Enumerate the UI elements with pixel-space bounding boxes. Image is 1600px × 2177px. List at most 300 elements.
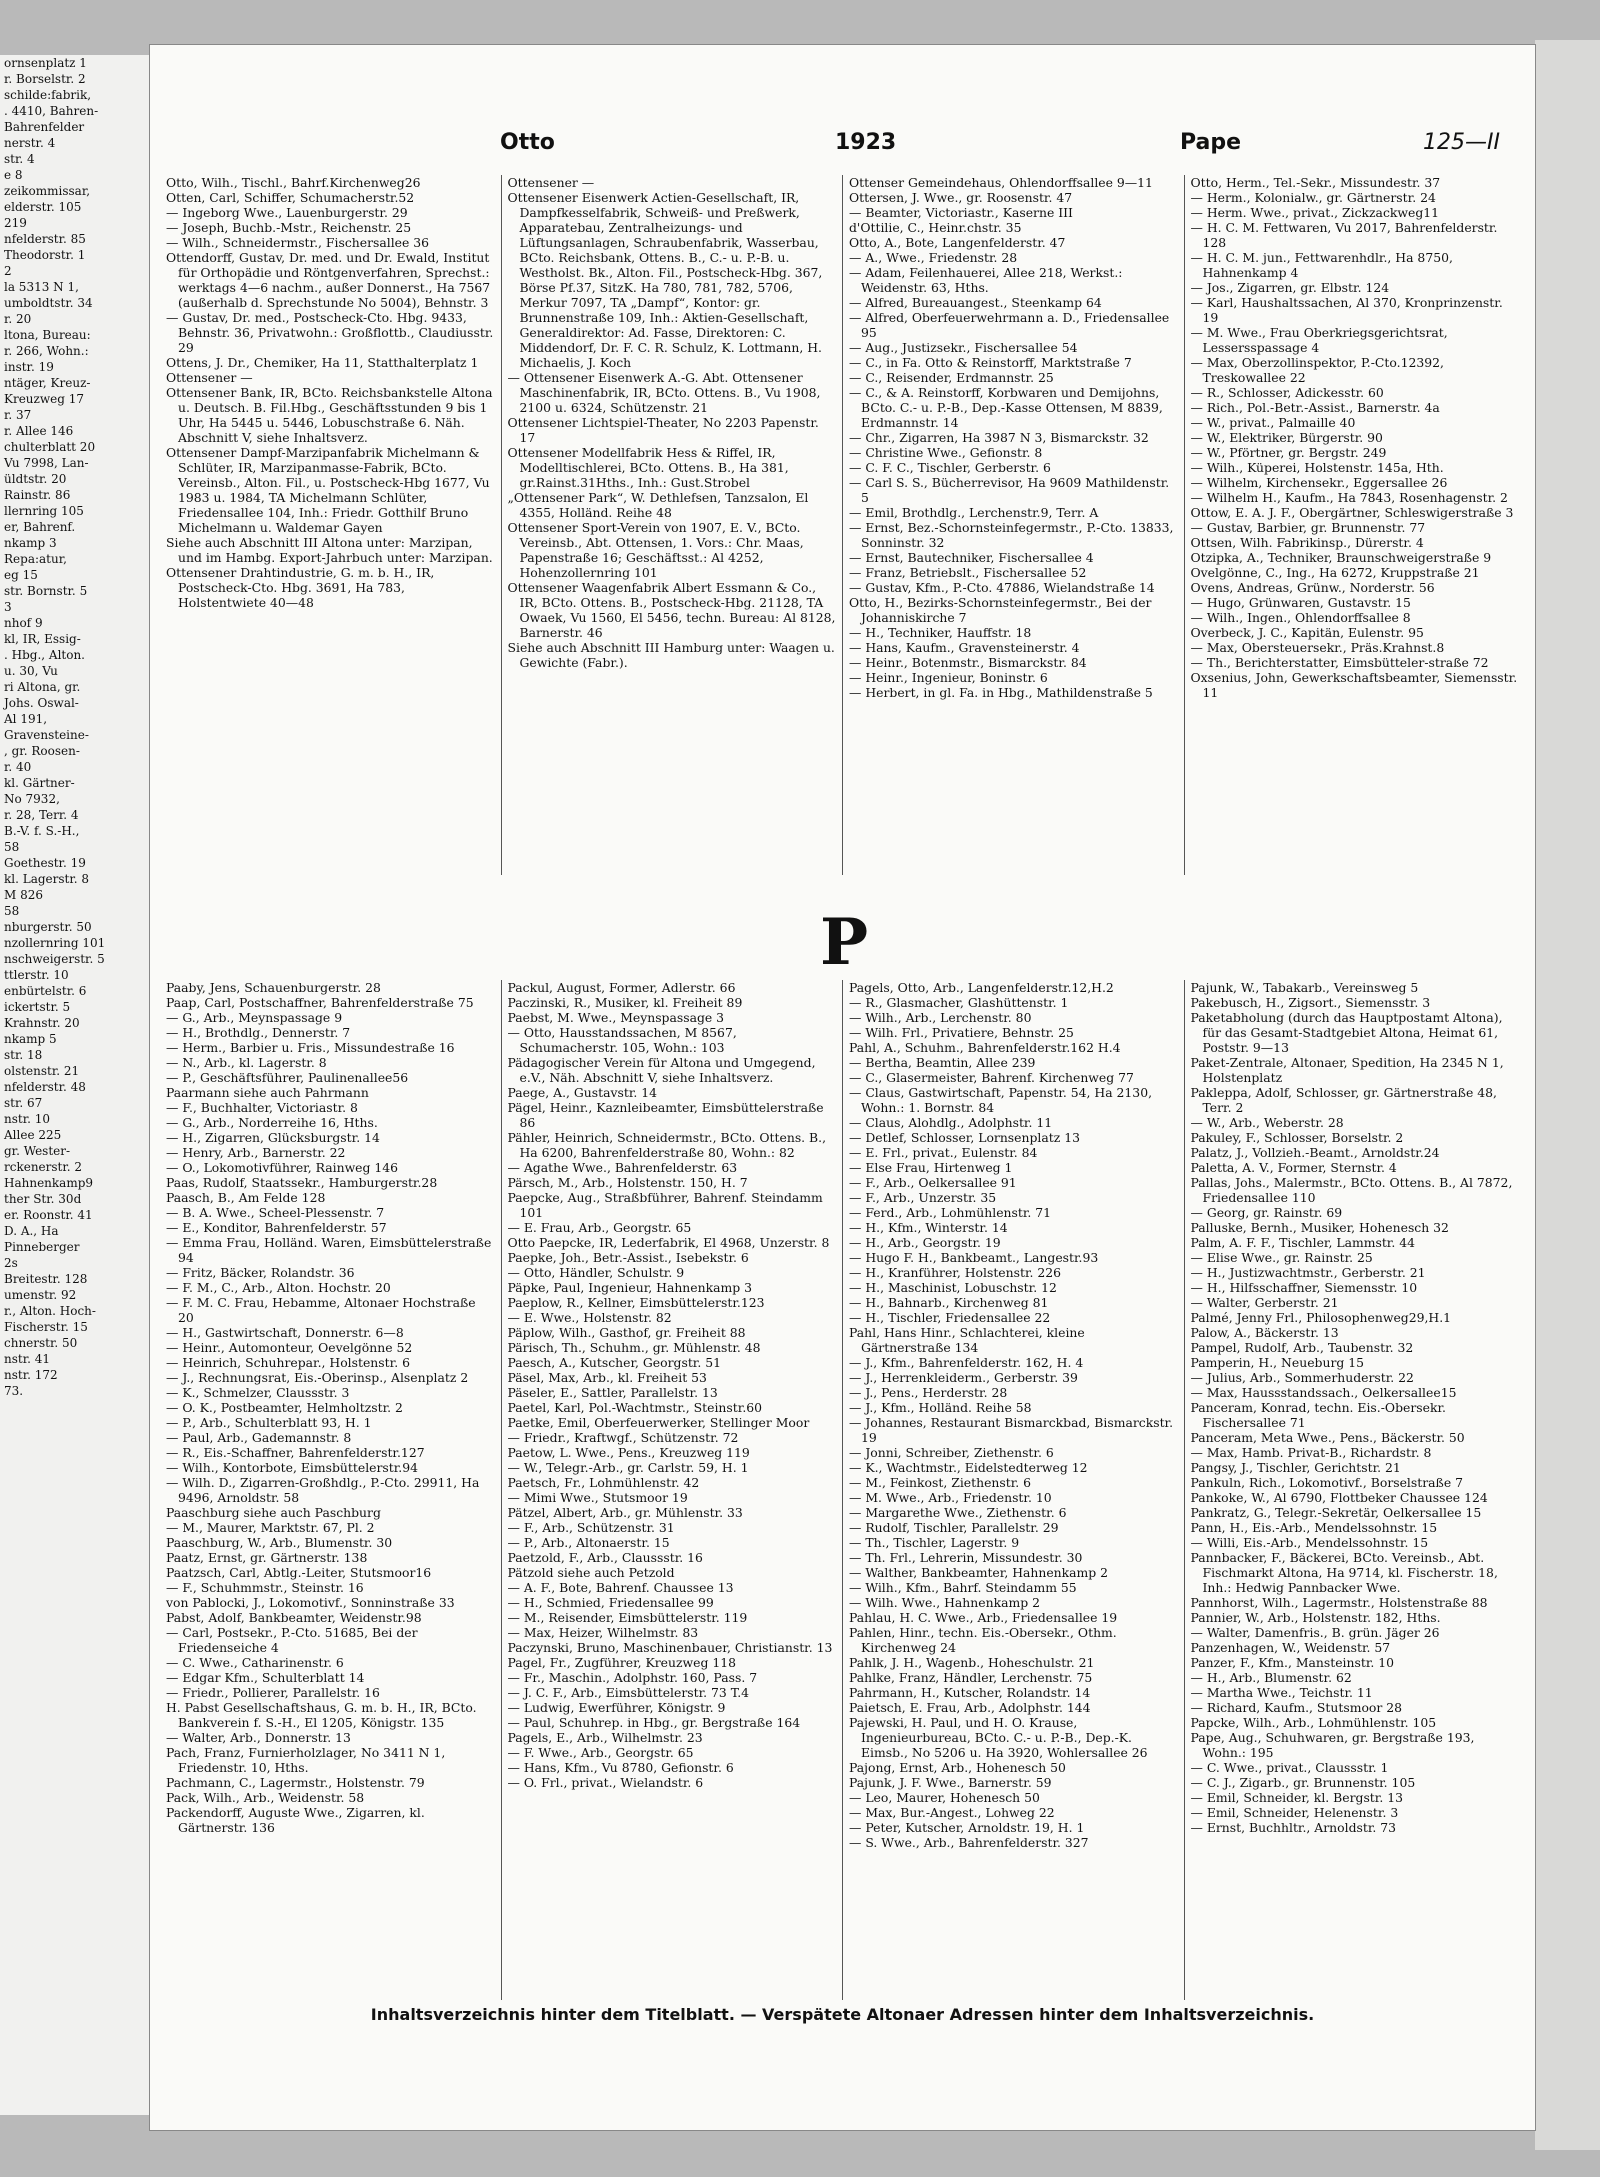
directory-entry: Pape, Aug., Schuhwaren, gr. Bergstraße 193, Wohn.: 195 [1190,1730,1475,1760]
directory-entry: Otto, Wilh., Tischl., Bahrf.Kirchenweg26 [166,175,421,190]
directory-entry: — Otto, Hausstandssachen, M 8567, Schumacherstr. 105, Wohn.: 103 [507,1025,737,1055]
directory-entry: Ottersen, J. Wwe., gr. Roosenstr. 47 [849,190,1073,205]
directory-entry: Paeplow, R., Kellner, Eimsbüttelerstr.123 [507,1295,765,1310]
directory-entry: Paepke, Joh., Betr.-Assist., Isebekstr. 6 [507,1250,749,1265]
directory-entry: — Willi, Eis.-Arb., Mendelssohnstr. 15 [1190,1535,1429,1550]
directory-entry: — N., Arb., kl. Lagerstr. 8 [166,1055,327,1070]
directory-entry: — Th., Tischler, Lagerstr. 9 [849,1535,1020,1550]
directory-entry: — Walther, Bankbeamter, Hahnenkamp 2 [849,1565,1109,1580]
directory-entry: Pagels, Otto, Arb., Langenfelderstr.12,H.2 [849,980,1114,995]
directory-entry: — Jos., Zigarren, gr. Elbstr. 124 [1190,280,1390,295]
edge-line: Allee 225 [4,1128,62,1142]
edge-line: r. 28, Terr. 4 [4,808,79,822]
edge-line: er. Roonstr. 41 [4,1208,93,1222]
directory-entry: Paczynski, Bruno, Maschinenbauer, Christianstr. 13 [507,1640,833,1655]
directory-entry: — H., Arb., Georgstr. 19 [849,1235,1001,1250]
directory-entry: — Walter, Gerberstr. 21 [1190,1295,1339,1310]
directory-entry: — H., Gastwirtschaft, Donnerstr. 6—8 [166,1325,404,1340]
directory-entry: Ottensener Sport-Verein von 1907, E. V., BCto. Vereinsb., Abt. Ottensen, 1. Vors.: Chr. Maas, Papenstraße 16; Geschäftsst.: Al 4252, Hohenzollernring 101 [507,520,804,580]
directory-entry: Paaschburg, W., Arb., Blumenstr. 30 [166,1535,393,1550]
directory-entry: — Wilhelm, Kirchensekr., Eggersallee 26 [1190,475,1448,490]
edge-line: str. 4 [4,152,35,166]
directory-entry: — Ingeborg Wwe., Lauenburgerstr. 29 [166,205,408,220]
directory-entry: — W., Pförtner, gr. Bergstr. 249 [1190,445,1387,460]
directory-entry: — Johannes, Restaurant Bismarckbad, Bismarckstr. 19 [849,1415,1174,1445]
edge-line: gr. Wester- [4,1144,71,1158]
edge-line: Theodorstr. 1 [4,248,86,262]
directory-entry: Ottens, J. Dr., Chemiker, Ha 11, Statthalterplatz 1 [166,355,479,370]
directory-entry: — Henry, Arb., Barnerstr. 22 [166,1145,346,1160]
directory-entry: — E. Frau, Arb., Georgstr. 65 [507,1220,692,1235]
directory-entry: Pankuln, Rich., Lokomotivf., Borselstraße 7 [1190,1475,1463,1490]
directory-entry: Pamperin, H., Neueburg 15 [1190,1355,1365,1370]
edge-line: . 4410, Bahren- [4,104,99,118]
edge-line: nfelderstr. 48 [4,1080,86,1094]
directory-entry: Paetel, Karl, Pol.-Wachtmstr., Steinstr.60 [507,1400,763,1415]
directory-entry: — Hugo F. H., Bankbeamt., Langestr.93 [849,1250,1099,1265]
directory-entry: — Bertha, Beamtin, Allee 239 [849,1055,1036,1070]
directory-entry: Pangsy, J., Tischler, Gerichtstr. 21 [1190,1460,1401,1475]
header-year: 1923 [835,130,897,155]
directory-entry: Paatzsch, Carl, Abtlg.-Leiter, Stutsmoor16 [166,1565,432,1580]
directory-entry: — Herm., Barbier u. Fris., Missundestraße 16 [166,1040,455,1055]
directory-entry: „Ottensener Park“, W. Dethlefsen, Tanzsalon, El 4355, Holländ. Reihe 48 [507,490,809,520]
directory-entry: Packul, August, Former, Adlerstr. 66 [507,980,736,995]
directory-entry: — J. C. F., Arb., Eimsbüttelerstr. 73 T.4 [507,1685,750,1700]
directory-entry: — Julius, Arb., Sommerhuderstr. 22 [1190,1370,1414,1385]
directory-entry: Packendorff, Auguste Wwe., Zigarren, kl. Gärtnerstr. 136 [166,1805,425,1835]
directory-entry: Otto Paepcke, IR, Lederfabrik, El 4968, Unzerstr. 8 [507,1235,830,1250]
edge-line: ltona, Bureau: [4,328,91,342]
directory-entry: — E. Wwe., Holstenstr. 82 [507,1310,672,1325]
directory-entry: — Ferd., Arb., Lohmühlenstr. 71 [849,1205,1052,1220]
directory-entry: — M., Maurer, Marktstr. 67, Pl. 2 [166,1520,375,1535]
directory-entry: Paebst, M. Wwe., Meynspassage 3 [507,1010,725,1025]
directory-entry: Paaschburg siehe auch Paschburg [166,1505,381,1520]
directory-entry: Ottensener — [166,370,253,385]
directory-entry: — Wilh. Frl., Privatiere, Behnstr. 25 [849,1025,1074,1040]
directory-entry: Pabst, Adolf, Bankbeamter, Weidenstr.98 [166,1610,422,1625]
footer-note: Inhaltsverzeichnis hinter dem Titelblatt. — Verspätete Altonaer Adressen hinter dem Inhaltsverzeichnis. [370,2005,1315,2024]
directory-entry: — Mimi Wwe., Stutsmoor 19 [507,1490,688,1505]
directory-entry: — H., Brothdlg., Dennerstr. 7 [166,1025,351,1040]
edge-line: nkamp 3 [4,536,57,550]
edge-line: Krahnstr. 20 [4,1016,80,1030]
directory-entry: — Wilh., Ingen., Ohlendorffsallee 8 [1190,610,1411,625]
facing-page-edge [0,55,153,2115]
column-1 [160,980,502,2000]
directory-entry: — O. K., Postbeamter, Helmholtzstr. 2 [166,1400,403,1415]
directory-entry: Otzipka, A., Techniker, Braunschweigerstraße 9 [1190,550,1492,565]
edge-line: u. 30, Vu [4,664,58,678]
directory-entry: — Gustav, Kfm., P.-Cto. 47886, Wielandstraße 14 [849,580,1155,595]
edge-line: nfelderstr. 85 [4,232,86,246]
directory-entry: — Wilh., Küperei, Holstenstr. 145a, Hth. [1190,460,1444,475]
directory-entry: Ottow, E. A. J. F., Obergärtner, Schleswigerstraße 3 [1190,505,1514,520]
directory-entry: — Carl S. S., Bücherrevisor, Ha 9609 Mathildenstr. 5 [849,475,1170,505]
edge-line: 2 [4,264,12,278]
directory-entry: Siehe auch Abschnitt III Hamburg unter: Waagen u. Gewichte (Fabr.). [507,640,835,670]
directory-entry: — Beamter, Victoriastr., Kaserne III [849,205,1073,220]
directory-entry: Päpke, Paul, Ingenieur, Hahnenkamp 3 [507,1280,753,1295]
edge-line: 73. [4,1384,24,1398]
directory-entry: Paietsch, E. Frau, Arb., Adolphstr. 144 [849,1700,1091,1715]
directory-entry: Ottensener Eisenwerk Actien-Gesellschaft, IR, Dampfkesselfabrik, Schweiß- und Preßwerk, Apparatebau, Zentralheizungs- und Lüftungsanlagen, Schraubenfabrik, Wasserbau, BCto. Reichsbank, Ottens. B., C.- u. P.-B. u. Westholst. Bk., Alton. Fil., Postscheck-Hbg. 367, Börse Pf.37, SitzK. Ha 780, 781, 782, 5706, Merkur 7097, TA „Dampf“, Kontor: gr. Brunnenstraße 109, Inh.: Aktien-Gesellschaft, Generaldirektor: Ad. Fasse, Direktoren: C. Middendorf, Dr. F. C. R. Schulz, K. Lottmann, H. Michaelis, J. Koch [507,190,823,370]
directory-entry: Palluske, Bernh., Musiker, Hohenesch 32 [1190,1220,1449,1235]
directory-entry: Paap, Carl, Postschaffner, Bahrenfelderstraße 75 [166,995,474,1010]
directory-entry: — Ottensener Eisenwerk A.-G. Abt. Ottensener Maschinenfabrik, IR, BCto. Ottens. B., Vu 1908, 2100 u. 6324, Schützenstr. 21 [507,370,821,415]
directory-entry: — Ernst, Buchhltr., Arnoldstr. 73 [1190,1820,1397,1835]
directory-entry: — Wilh. D., Zigarren-Großhdlg., P.-Cto. 29911, Ha 9496, Arnoldstr. 58 [166,1475,480,1505]
directory-entry: Pärisch, Th., Schuhm., gr. Mühlenstr. 48 [507,1340,761,1355]
directory-entry: — H. C. M. jun., Fettwarenhdlr., Ha 8750, Hahnenkamp 4 [1190,250,1453,280]
directory-entry: — H., Bahnarb., Kirchenweg 81 [849,1295,1049,1310]
directory-entry: Paczinski, R., Musiker, kl. Freiheit 89 [507,995,743,1010]
directory-entry: Panzer, F., Kfm., Mansteinstr. 10 [1190,1655,1395,1670]
edge-line: nstr. 41 [4,1352,51,1366]
directory-entry: — Fritz, Bäcker, Rolandstr. 36 [166,1265,355,1280]
directory-entry: Pajong, Ernst, Arb., Hohenesch 50 [849,1760,1066,1775]
directory-entry: — F., Arb., Oelkersallee 91 [849,1175,1017,1190]
directory-entry: Pagel, Fr., Zugführer, Kreuzweg 118 [507,1655,736,1670]
directory-entry: — Max, Heizer, Wilhelmstr. 83 [507,1625,699,1640]
directory-entry: Pätzel, Albert, Arb., gr. Mühlenstr. 33 [507,1505,743,1520]
directory-entry: — H., Tischler, Friedensallee 22 [849,1310,1051,1325]
directory-entry: — M., Feinkost, Ziethenstr. 6 [849,1475,1032,1490]
directory-entry: — J., Pens., Herderstr. 28 [849,1385,1008,1400]
directory-entry: Ottensener Drahtindustrie, G. m. b. H., IR, Postscheck-Cto. Hbg. 3691, Ha 783, Holstentwiete 40—48 [166,565,435,610]
directory-entry: — F., Arb., Unzerstr. 35 [849,1190,997,1205]
directory-entry: — Joseph, Buchb.-Mstr., Reichenstr. 25 [166,220,412,235]
edge-line: llernring 105 [4,504,84,518]
directory-entry: — K., Schmelzer, Claussstr. 3 [166,1385,350,1400]
directory-entry: — Ernst, Bez.-Schornsteinfegermstr., P.-Cto. 13833, Sonninstr. 32 [849,520,1174,550]
edge-line: nkamp 5 [4,1032,57,1046]
directory-entry: Pankratz, G., Telegr.-Sekretär, Oelkersallee 15 [1190,1505,1482,1520]
directory-entry: — Walter, Damenfris., B. grün. Jäger 26 [1190,1625,1440,1640]
directory-entry: — Heinr., Ingenieur, Boninstr. 6 [849,670,1048,685]
directory-entry: — Max, Bur.-Angest., Lohweg 22 [849,1805,1055,1820]
directory-entry: — Alfred, Oberfeuerwehrmann a. D., Friedensallee 95 [849,310,1170,340]
edge-line: str. 67 [4,1096,43,1110]
directory-entry: — R., Eis.-Schaffner, Bahrenfelderstr.127 [166,1445,425,1460]
directory-entry: — Friedr., Kraftwgf., Schützenstr. 72 [507,1430,739,1445]
edge-line: chnerstr. 50 [4,1336,78,1350]
directory-entry: — Heinrich, Schuhrepar., Holstenstr. 6 [166,1355,410,1370]
edge-line: r., Alton. Hoch- [4,1304,96,1318]
directory-entry: — Paul, Arb., Gademannstr. 8 [166,1430,352,1445]
directory-entry: — Franz, Betriebslt., Fischersallee 52 [849,565,1087,580]
directory-entry: — Ernst, Bautechniker, Fischersallee 4 [849,550,1094,565]
edge-line: elderstr. 105 [4,200,82,214]
directory-entry: Pagels, E., Arb., Wilhelmstr. 23 [507,1730,703,1745]
directory-entry: — Max, Obersteuersekr., Präs.Krahnst.8 [1190,640,1445,655]
directory-entry: — J., Kfm., Bahrenfelderstr. 162, H. 4 [849,1355,1084,1370]
directory-entry: Paasch, B., Am Felde 128 [166,1190,326,1205]
directory-entry: — Hans, Kaufm., Gravensteinerstr. 4 [849,640,1080,655]
directory-entry: Paatz, Ernst, gr. Gärtnerstr. 138 [166,1550,368,1565]
column-2 [502,175,844,875]
directory-entry: — Chr., Zigarren, Ha 3987 N 3, Bismarckstr. 32 [849,430,1149,445]
directory-entry: Paesch, A., Kutscher, Georgstr. 51 [507,1355,721,1370]
directory-entry: — Rich., Pol.-Betr.-Assist., Barnerstr. 4a [1190,400,1440,415]
directory-entry: — Edgar Kfm., Schulterblatt 14 [166,1670,365,1685]
directory-entry: Otten, Carl, Schiffer, Schumacherstr.52 [166,190,415,205]
directory-entry: — A. F., Bote, Bahrenf. Chaussee 13 [507,1580,734,1595]
directory-entry: — Christine Wwe., Gefionstr. 8 [849,445,1043,460]
directory-entry: — S. Wwe., Arb., Bahrenfelderstr. 327 [849,1835,1089,1850]
edge-line: Gravensteine- [4,728,89,742]
edge-line: Bahrenfelder [4,120,85,134]
directory-entry: Papcke, Wilh., Arb., Lohmühlenstr. 105 [1190,1715,1437,1730]
directory-entry: Pach, Franz, Furnierholzlager, No 3411 N 1, Friedenstr. 10, Hths. [166,1745,446,1775]
directory-entry: — Peter, Kutscher, Arnoldstr. 19, H. 1 [849,1820,1085,1835]
edge-line: 219 [4,216,27,230]
edge-line: r. 40 [4,760,32,774]
directory-entry: H. Pabst Gesellschaftshaus, G. m. b. H., IR, BCto. Bankverein f. S.-H., El 1205, Königstr. 135 [166,1700,477,1730]
edge-line: ntäger, Kreuz- [4,376,91,390]
directory-entry: Pachmann, C., Lagermstr., Holstenstr. 79 [166,1775,425,1790]
edge-line: nstr. 172 [4,1368,58,1382]
directory-entry: — F., Schuhmmstr., Steinstr. 16 [166,1580,364,1595]
directory-entry: Päseler, E., Sattler, Parallelstr. 13 [507,1385,718,1400]
column-3 [843,175,1185,875]
directory-entry: — Paul, Schuhrep. in Hbg., gr. Bergstraße 164 [507,1715,801,1730]
edge-line: Pinneberger [4,1240,80,1254]
edge-line: e 8 [4,168,23,182]
directory-entry: — K., Wachtmstr., Eidelstedterweg 12 [849,1460,1088,1475]
edge-line: Al 191, [4,712,48,726]
directory-entry: — Adam, Feilenhauerei, Allee 218, Werkst.: Weidenstr. 63, Hths. [849,265,1123,295]
edge-line: enbürtelstr. 6 [4,984,87,998]
directory-entry: — H., Maschinist, Lobuschstr. 12 [849,1280,1057,1295]
edge-line: instr. 19 [4,360,54,374]
directory-entry: — Claus, Gastwirtschaft, Papenstr. 54, Ha 2130, Wohn.: 1. Bornstr. 84 [849,1085,1153,1115]
directory-entry: — C., in Fa. Otto & Reinstorff, Marktstraße 7 [849,355,1132,370]
directory-entry: — Friedr., Pollierer, Parallelstr. 16 [166,1685,380,1700]
directory-entry: — Wilh., Arb., Lerchenstr. 80 [849,1010,1032,1025]
directory-entry: — Margarethe Wwe., Ziethenstr. 6 [849,1505,1067,1520]
directory-entry: — E. Frl., privat., Eulenstr. 84 [849,1145,1038,1160]
directory-entry: — H., Hilfsschaffner, Siemensstr. 10 [1190,1280,1418,1295]
directory-entry: Pallas, Johs., Malermstr., BCto. Ottens. B., Al 7872, Friedensallee 110 [1190,1175,1513,1205]
bottom-columns [160,980,1525,2000]
edge-line: nschweigerstr. 5 [4,952,105,966]
directory-entry: — Heinr., Botenmstr., Bismarckstr. 84 [849,655,1087,670]
directory-entry: — Emil, Brothdlg., Lerchenstr.9, Terr. A [849,505,1099,520]
directory-entry: Otto, H., Bezirks-Schornsteinfegermstr., Bei der Johanniskirche 7 [849,595,1152,625]
edge-line: Rainstr. 86 [4,488,71,502]
directory-entry: Pajunk, W., Tabakarb., Vereinsweg 5 [1190,980,1419,995]
directory-entry: — Wilh., Kfm., Bahrf. Steindamm 55 [849,1580,1077,1595]
directory-entry: — Emma Frau, Holländ. Waren, Eimsbüttelerstraße 94 [166,1235,492,1265]
directory-entry: Palmé, Jenny Frl., Philosophenweg29,H.1 [1190,1310,1452,1325]
directory-entry: — G., Arb., Meynspassage 9 [166,1010,343,1025]
edge-line: D. A., Ha [4,1224,59,1238]
edge-line: nstr. 10 [4,1112,51,1126]
edge-line: nzollernring 101 [4,936,106,950]
directory-entry: Ottensener Waagenfabrik Albert Essmann & Co., IR, BCto. Ottens. B., Postscheck-Hbg. 21128, TA Owaek, Vu 1560, El 5456, techn. Bureau: Al 8128, Barnerstr. 46 [507,580,836,640]
directory-entry: — Gustav, Dr. med., Postscheck-Cto. Hbg. 9433, Behnstr. 36, Privatwohn.: Großflottb., Claudiusstr. 29 [166,310,494,355]
directory-entry: Ottsen, Wilh. Fabrikinsp., Dürerstr. 4 [1190,535,1424,550]
edge-line: eg 15 [4,568,38,582]
edge-line: 2s [4,1256,18,1270]
directory-entry: — Max, Haussstandssach., Oelkersallee15 [1190,1385,1457,1400]
directory-entry: — Georg, gr. Rainstr. 69 [1190,1205,1343,1220]
directory-entry: Palow, A., Bäckerstr. 13 [1190,1325,1339,1340]
edge-line: Breitestr. 128 [4,1272,88,1286]
directory-entry: Ottenser Gemeindehaus, Ohlendorffsallee 9—11 [849,175,1153,190]
edge-line: la 5313 N 1, [4,280,79,294]
directory-entry: Panzenhagen, W., Weidenstr. 57 [1190,1640,1391,1655]
edge-line: r. 37 [4,408,32,422]
directory-entry: — Herm., Kolonialw., gr. Gärtnerstr. 24 [1190,190,1436,205]
directory-entry: Paas, Rudolf, Staatssekr., Hamburgerstr.28 [166,1175,438,1190]
directory-entry: — Fr., Maschin., Adolphstr. 160, Pass. 7 [507,1670,758,1685]
directory-entry: — C. Wwe., privat., Claussstr. 1 [1190,1760,1389,1775]
edge-line: üldtstr. 20 [4,472,67,486]
directory-entry: — M. Wwe., Frau Oberkriegsgerichtsrat, Lessersspassage 4 [1190,325,1448,355]
directory-entry: — A., Wwe., Friedenstr. 28 [849,250,1018,265]
edge-line: ri Altona, gr. [4,680,81,694]
directory-entry: Pajunk, J. F. Wwe., Barnerstr. 59 [849,1775,1052,1790]
directory-entry: Pannier, W., Arb., Holstenstr. 182, Hths. [1190,1610,1441,1625]
edge-line: No 7932, [4,792,60,806]
edge-line: kl. Lagerstr. 8 [4,872,90,886]
directory-entry: Ottendorff, Gustav, Dr. med. und Dr. Ewald, Institut für Orthopädie und Röntgenverfahren, Sprechst.: werktags 4—6 nachm., außer Donnerst., Ha 7567 (außerhalb d. Sprechstunde No 5004), Behnstr. 3 [166,250,491,310]
directory-entry: Päsel, Max, Arb., kl. Freiheit 53 [507,1370,707,1385]
directory-entry: — H., Arb., Blumenstr. 62 [1190,1670,1352,1685]
edge-line: nerstr. 4 [4,136,56,150]
directory-entry: Ottensener — [507,175,595,190]
directory-entry: — F. M., C., Arb., Alton. Hochstr. 20 [166,1280,391,1295]
directory-entry: Pähler, Heinrich, Schneidermstr., BCto. Ottens. B., Ha 6200, Bahrenfelderstraße 80, Wohn.: 82 [507,1130,827,1160]
directory-entry: — Carl, Postsekr., P.-Cto. 51685, Bei der Friedenseiche 4 [166,1625,418,1655]
edge-line: olstenstr. 21 [4,1064,80,1078]
directory-entry: — P., Arb., Altonaerstr. 15 [507,1535,670,1550]
directory-entry: Pajewski, H. Paul, und H. O. Krause, Ingenieurbureau, BCto. C.- u. P.-B., Dep.-K. Eimsb., No 5206 u. Ha 3920, Wohlersallee 26 [849,1715,1148,1760]
edge-line: nburgerstr. 50 [4,920,92,934]
directory-entry: Ottensener Lichtspiel-Theater, No 2203 Papenstr. 17 [507,415,819,445]
directory-entry: — W., Elektriker, Bürgerstr. 90 [1190,430,1383,445]
directory-entry: Paket-Zentrale, Altonaer, Spedition, Ha 2345 N 1, Holstenplatz [1190,1055,1504,1085]
edge-line: Repa:atur, [4,552,67,566]
edge-line: . Hbg., Alton. [4,648,85,662]
edge-line: r. Borselstr. 2 [4,72,86,86]
directory-entry: Pägel, Heinr., Kaznleibeamter, Eimsbüttelerstraße 86 [507,1100,824,1130]
section-letter: P [820,905,869,980]
edge-line: Vu 7998, Lan- [4,456,89,470]
directory-entry: Pätzold siehe auch Petzold [507,1565,675,1580]
directory-entry: — Emil, Schneider, kl. Bergstr. 13 [1190,1790,1403,1805]
edge-line: nhof 9 [4,616,43,630]
directory-entry: — Hugo, Grünwaren, Gustavstr. 15 [1190,595,1411,610]
directory-entry: — Karl, Haushaltssachen, Al 370, Kronprinzenstr. 19 [1190,295,1503,325]
edge-line: Kreuzweg 17 [4,392,84,406]
directory-entry: Pannbacker, F., Bäckerei, BCto. Vereinsb., Abt. Fischmarkt Altona, Ha 9714, kl. Fischerstr. 18, Inh.: Hedwig Pannbacker Wwe. [1190,1550,1498,1595]
directory-entry: Paetke, Emil, Oberfeuerwerker, Stellinger Moor [507,1415,810,1430]
directory-entry: — F. Wwe., Arb., Georgstr. 65 [507,1745,694,1760]
directory-entry: — Th. Frl., Lehrerin, Missundestr. 30 [849,1550,1083,1565]
directory-entry: — Walter, Arb., Donnerstr. 13 [166,1730,351,1745]
directory-entry: Paepcke, Aug., Straßbführer, Bahrenf. Steindamm 101 [507,1190,823,1220]
directory-entry: Paaby, Jens, Schauenburgerstr. 28 [166,980,381,995]
scan-margin-right [1535,40,1600,2150]
directory-entry: — H., Zigarren, Glücksburgstr. 14 [166,1130,380,1145]
directory-entry: Siehe auch Abschnitt III Altona unter: Marzipan, und im Hambg. Export-Jahrbuch unter: Marzipan. [166,535,493,565]
directory-entry: Pahlke, Franz, Händler, Lerchenstr. 75 [849,1670,1093,1685]
directory-entry: Ottensener Modellfabrik Hess & Riffel, IR, Modelltischlerei, BCto. Ottens. B., Ha 381, gr.Rainst.31Hths., Inh.: Gust.Strobel [507,445,789,490]
directory-entry: — Wilh., Kontorbote, Eimsbüttelerstr.94 [166,1460,419,1475]
edge-line: 58 [4,904,20,918]
column-1 [160,175,502,875]
edge-line: er, Bahrenf. [4,520,76,534]
directory-entry: Ottensener Dampf-Marzipanfabrik Michelmann & Schlüter, IR, Marzipanmasse-Fabrik, BCto. Vereinsb., Alton. Fil., u. Postscheck-Hbg 1677, Vu 1983 u. 1984, TA Michelmann Schlüter, Friedensallee 104, Inh.: Friedr. Gotthilf Bruno Michelmann u. Waldemar Gayen [166,445,490,535]
directory-entry: — C. F. C., Tischler, Gerberstr. 6 [849,460,1051,475]
directory-entry: Pahl, Hans Hinr., Schlachterei, kleine Gärtnerstraße 134 [849,1325,1085,1355]
directory-entry: Paetow, L. Wwe., Pens., Kreuzweg 119 [507,1445,750,1460]
edge-line: Goethestr. 19 [4,856,86,870]
directory-entry: — J., Herrenkleiderm., Gerberstr. 39 [849,1370,1078,1385]
column-2 [502,980,844,2000]
header-last-name: Pape [1180,130,1242,155]
edge-line: 58 [4,840,20,854]
directory-entry: — Elise Wwe., gr. Rainstr. 25 [1190,1250,1373,1265]
directory-entry: — G., Arb., Norderreihe 16, Hths. [166,1115,378,1130]
directory-entry: — Martha Wwe., Teichstr. 11 [1190,1685,1373,1700]
edge-line: , gr. Roosen- [4,744,80,758]
directory-entry: — Herbert, in gl. Fa. in Hbg., Mathildenstraße 5 [849,685,1153,700]
directory-entry: — W., Telegr.-Arb., gr. Carlstr. 59, H. 1 [507,1460,749,1475]
edge-line: 3 [4,600,12,614]
directory-entry: — J., Kfm., Holländ. Reihe 58 [849,1400,1032,1415]
edge-line: schilde:fabrik, [4,88,92,102]
directory-entry: Pack, Wilh., Arb., Weidenstr. 58 [166,1790,365,1805]
header-first-name: Otto [500,130,555,155]
directory-entry: — Heinr., Automonteur, Oevelgönne 52 [166,1340,413,1355]
directory-entry: — Hans, Kfm., Vu 8780, Gefionstr. 6 [507,1760,734,1775]
directory-entry: — C., Glasermeister, Bahrenf. Kirchenweg 77 [849,1070,1134,1085]
edge-line: str. Bornstr. 5 [4,584,88,598]
directory-entry: — W., privat., Palmaille 40 [1190,415,1356,430]
top-columns [160,175,1525,875]
edge-line: ickertstr. 5 [4,1000,71,1014]
directory-entry: — O. Frl., privat., Wielandstr. 6 [507,1775,704,1790]
edge-line: M 826 [4,888,44,902]
directory-entry: — R., Schlosser, Adickesstr. 60 [1190,385,1384,400]
edge-line: Hahnenkamp9 [4,1176,94,1190]
directory-entry: Ovens, Andreas, Grünw., Norderstr. 56 [1190,580,1435,595]
directory-entry: — H., Kranführer, Holstenstr. 226 [849,1265,1062,1280]
directory-entry: — Th., Berichterstatter, Eimsbütteler-straße 72 [1190,655,1489,670]
directory-entry: Pakebusch, H., Zigsort., Siemensstr. 3 [1190,995,1431,1010]
directory-entry: — Rudolf, Tischler, Parallelstr. 29 [849,1520,1059,1535]
directory-entry: Pankoke, W., Al 6790, Flottbeker Chaussee 124 [1190,1490,1488,1505]
directory-entry: — H., Techniker, Hauffstr. 18 [849,625,1032,640]
directory-entry: — H. C. M. Fettwaren, Vu 2017, Bahrenfelderstr. 128 [1190,220,1498,250]
edge-line: r. 20 [4,312,32,326]
directory-entry: — F., Arb., Schützenstr. 31 [507,1520,675,1535]
directory-entry: Panceram, Meta Wwe., Pens., Bäckerstr. 50 [1190,1430,1465,1445]
directory-entry: Pädagogischer Verein für Altona und Umgegend, e.V., Näh. Abschnitt V, siehe Inhaltsverz. [507,1055,816,1085]
edge-line: kl. Gärtner- [4,776,75,790]
directory-entry: — C. J., Zigarb., gr. Brunnenstr. 105 [1190,1775,1416,1790]
directory-entry: — Max, Hamb. Privat-B., Richardstr. 8 [1190,1445,1432,1460]
edge-line: B.-V. f. S.-H., [4,824,80,838]
directory-entry: Ottensener Bank, IR, BCto. Reichsbankstelle Altona u. Deutsch. B. Fil.Hbg., Geschäftsstunden 9 bis 1 Uhr, Ha 5445 u. 5446, Lobuschstraße 6. Näh. Abschnitt V, siehe Inhaltsverz. [166,385,493,445]
directory-entry: Pahlen, Hinr., techn. Eis.-Obersekr., Othm. Kirchenweg 24 [849,1625,1117,1655]
directory-entry: — J., Rechnungsrat, Eis.-Oberinsp., Alsenplatz 2 [166,1370,469,1385]
